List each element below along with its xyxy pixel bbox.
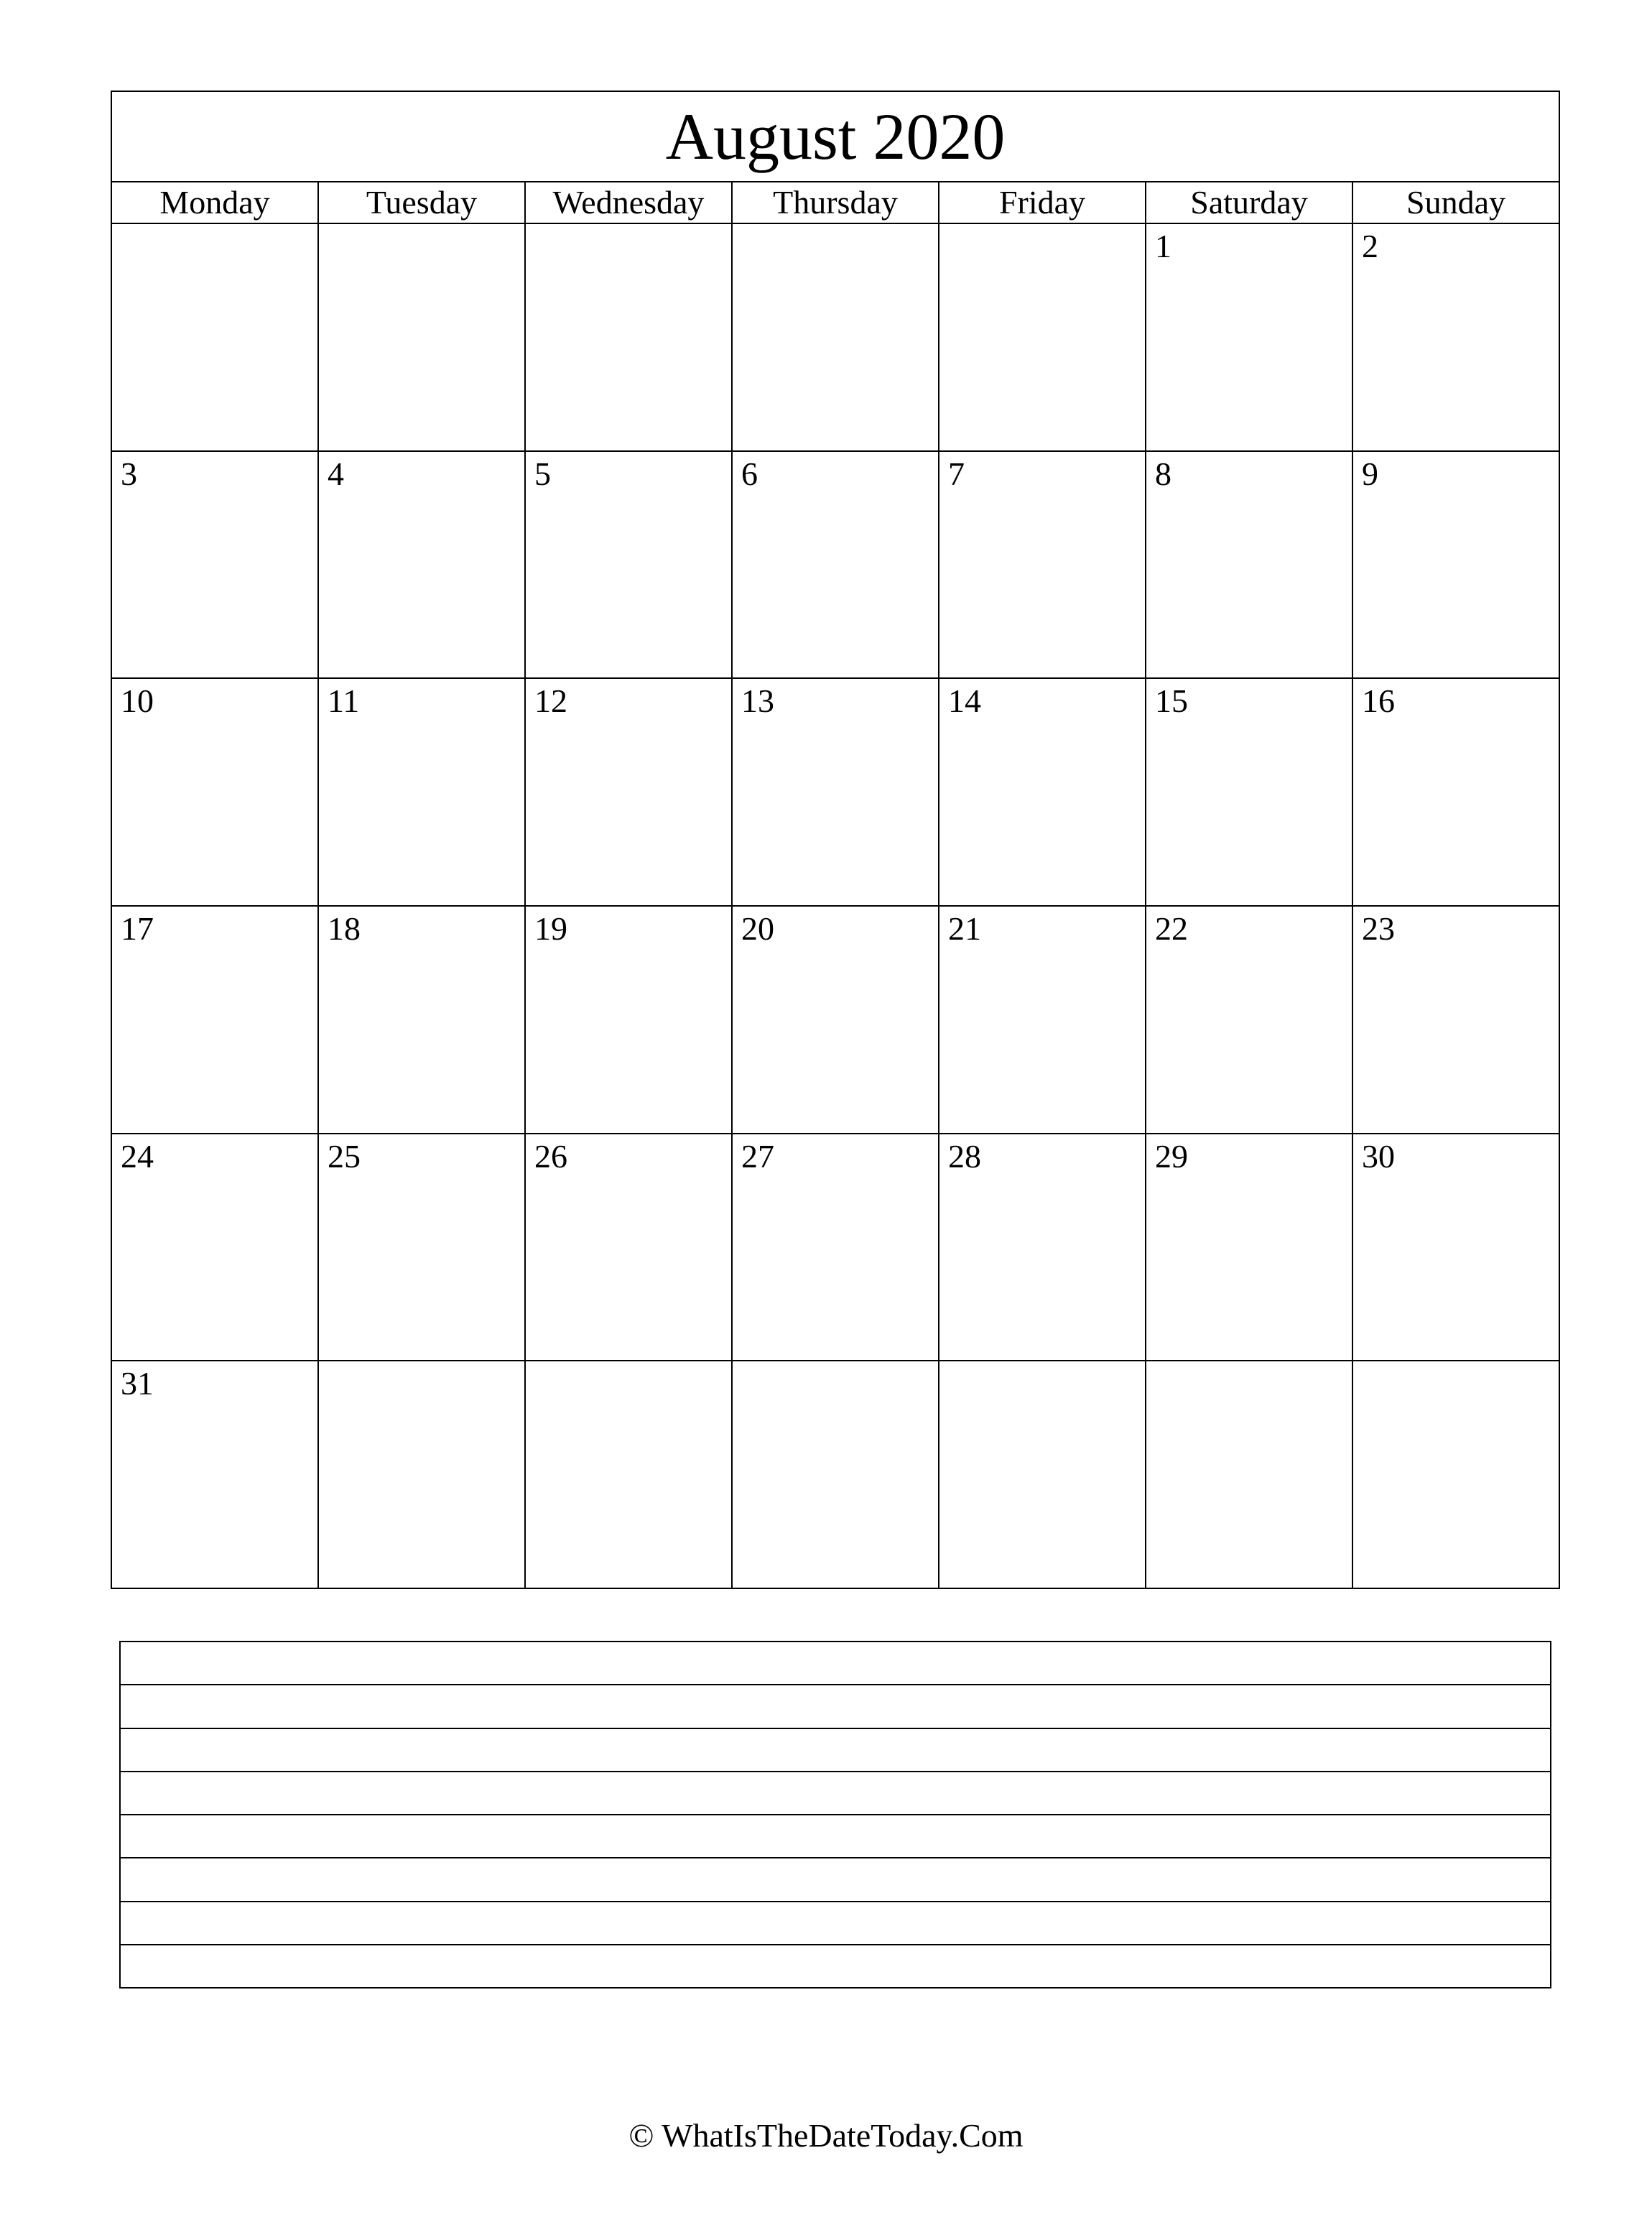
day-number: 27 — [741, 1137, 774, 1175]
day-cell-28 — [939, 1134, 1146, 1361]
week-row — [112, 224, 1559, 452]
empty-day-cell — [526, 224, 733, 450]
note-line — [121, 1815, 1550, 1858]
day-number: 25 — [328, 1137, 361, 1175]
notes-area — [119, 1641, 1551, 1988]
copyright-footer: © WhatIsTheDateToday.Com — [628, 2117, 1024, 2154]
day-number: 23 — [1362, 910, 1395, 948]
empty-day-cell — [939, 224, 1146, 450]
day-number: 14 — [948, 682, 981, 720]
day-cell-25 — [319, 1134, 526, 1361]
day-cell-4 — [319, 452, 526, 678]
week-row — [112, 452, 1559, 680]
day-number: 31 — [121, 1365, 154, 1402]
day-cell-6 — [733, 452, 939, 678]
day-cell-10 — [112, 679, 319, 905]
week-row — [112, 1134, 1559, 1362]
day-cell-1 — [1146, 224, 1353, 450]
day-number: 5 — [534, 455, 551, 492]
calendar-weeks — [112, 224, 1559, 1588]
day-number: 20 — [741, 910, 774, 948]
day-number: 8 — [1155, 455, 1171, 492]
day-cell-23 — [1353, 907, 1559, 1133]
day-number: 19 — [534, 910, 567, 948]
day-number: 18 — [328, 910, 361, 948]
day-cell-13 — [733, 679, 939, 905]
day-number: 16 — [1362, 682, 1395, 720]
day-cell-29 — [1146, 1134, 1353, 1361]
day-cell-16 — [1353, 679, 1559, 905]
empty-day-cell — [939, 1361, 1146, 1588]
day-cell-8 — [1146, 452, 1353, 678]
day-number: 15 — [1155, 682, 1188, 720]
day-number: 28 — [948, 1137, 981, 1175]
weekday-header-saturday: Saturday — [1146, 182, 1353, 223]
day-cell-30 — [1353, 1134, 1559, 1361]
empty-day-cell — [319, 224, 526, 450]
note-line — [121, 1945, 1550, 1987]
weekday-header-thursday: Thursday — [733, 182, 939, 223]
day-cell-21 — [939, 907, 1146, 1133]
day-cell-27 — [733, 1134, 939, 1361]
day-cell-7 — [939, 452, 1146, 678]
week-row — [112, 907, 1559, 1134]
day-cell-26 — [526, 1134, 733, 1361]
note-line — [121, 1685, 1550, 1728]
day-cell-20 — [733, 907, 939, 1133]
weekday-header-tuesday: Tuesday — [319, 182, 526, 223]
day-cell-5 — [526, 452, 733, 678]
weekday-header-row — [112, 182, 1559, 224]
day-number: 12 — [534, 682, 567, 720]
note-line — [121, 1902, 1550, 1945]
empty-day-cell — [319, 1361, 526, 1588]
day-number: 6 — [741, 455, 758, 492]
day-number: 3 — [121, 455, 137, 492]
note-line — [121, 1772, 1550, 1815]
weekday-header-sunday: Sunday — [1406, 184, 1505, 221]
note-line — [121, 1642, 1550, 1685]
day-number: 2 — [1362, 228, 1378, 264]
calendar-grid — [111, 91, 1560, 1589]
empty-day-cell — [526, 1361, 733, 1588]
day-number: 1 — [1155, 228, 1171, 264]
day-cell-12 — [526, 679, 733, 905]
calendar-title: August 2020 — [112, 92, 1559, 182]
day-cell-11 — [319, 679, 526, 905]
empty-day-cell — [733, 224, 939, 450]
day-cell-22 — [1146, 907, 1353, 1133]
note-line — [121, 1858, 1550, 1902]
day-number: 22 — [1155, 910, 1188, 948]
day-cell-15 — [1146, 679, 1353, 905]
day-number: 7 — [948, 455, 965, 492]
note-line — [121, 1729, 1550, 1772]
day-cell-3 — [112, 452, 319, 678]
day-cell-14 — [939, 679, 1146, 905]
day-number: 13 — [741, 682, 774, 720]
week-row — [112, 1361, 1559, 1588]
day-cell-18 — [319, 907, 526, 1133]
week-row — [112, 679, 1559, 907]
weekday-header-monday: Monday — [112, 182, 319, 223]
weekday-header-friday: Friday — [939, 182, 1146, 223]
empty-day-cell — [733, 1361, 939, 1588]
day-number: 9 — [1362, 455, 1378, 492]
day-number: 11 — [328, 682, 360, 720]
day-number: 21 — [948, 910, 981, 948]
empty-day-cell — [1146, 1361, 1353, 1588]
empty-day-cell — [1353, 1361, 1559, 1588]
weekday-header-wednesday: Wednesday — [526, 182, 733, 223]
day-number: 30 — [1362, 1137, 1395, 1175]
day-cell-19 — [526, 907, 733, 1133]
day-number: 26 — [534, 1137, 567, 1175]
day-number: 4 — [328, 455, 344, 492]
day-number: 10 — [121, 682, 154, 720]
day-cell-17 — [112, 907, 319, 1133]
day-number: 17 — [121, 910, 154, 948]
day-number: 24 — [121, 1137, 154, 1175]
day-cell-2 — [1353, 224, 1559, 450]
day-number: 29 — [1155, 1137, 1188, 1175]
empty-day-cell — [112, 224, 319, 450]
day-cell-9 — [1353, 452, 1559, 678]
day-cell-31 — [112, 1361, 319, 1588]
day-cell-24 — [112, 1134, 319, 1361]
